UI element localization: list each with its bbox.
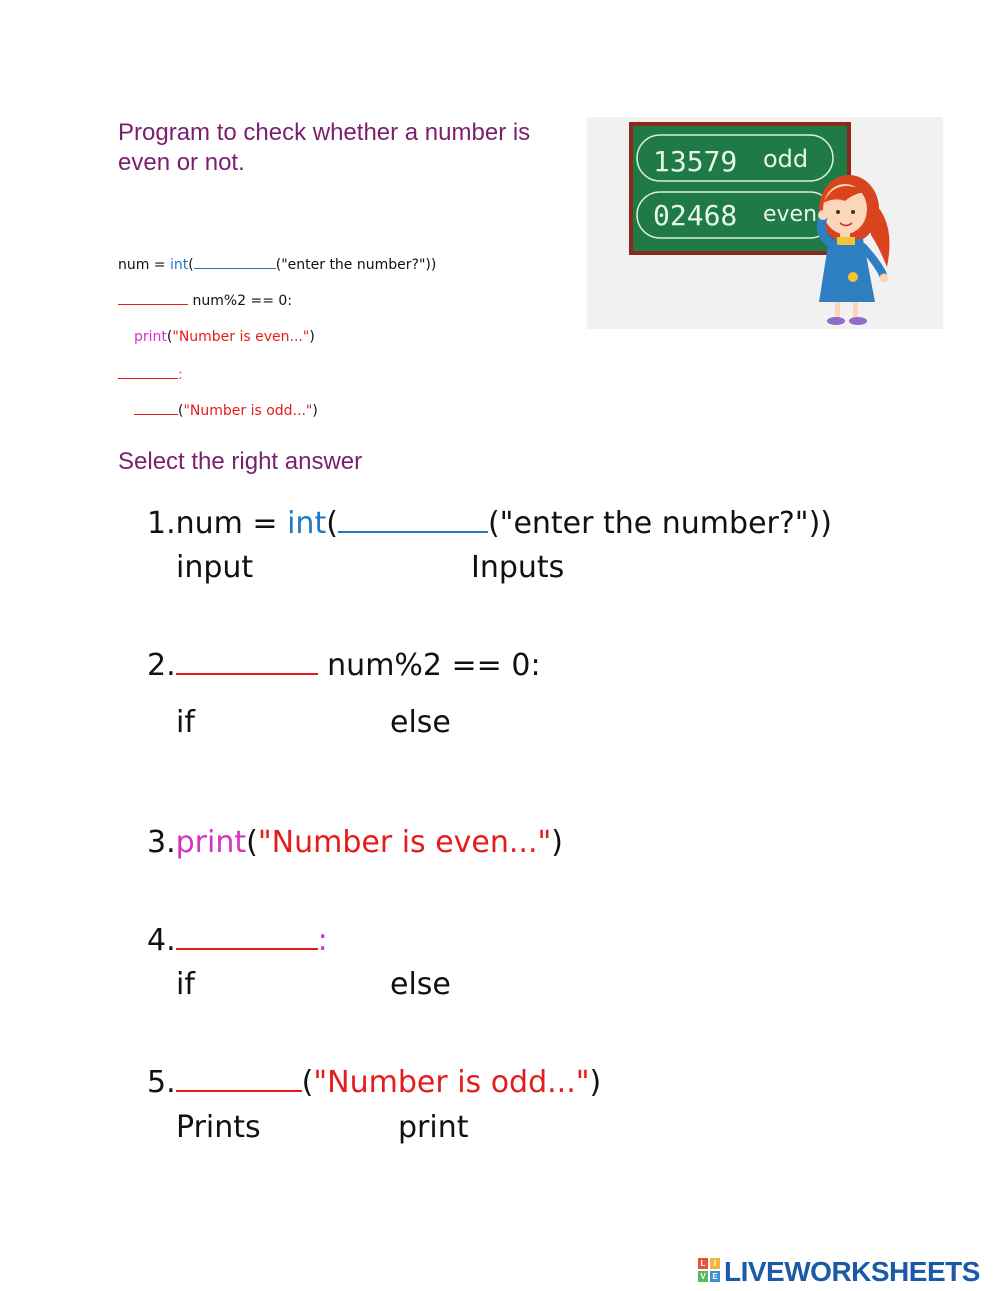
code-text: ( (178, 403, 184, 419)
code-text: ) (589, 1065, 602, 1100)
code-blank (118, 366, 178, 379)
question-number: 3. (147, 825, 176, 860)
code-blank (194, 256, 276, 269)
logo-letter-e: E (710, 1271, 720, 1282)
code-keyword: int (170, 257, 189, 273)
q2-option-if[interactable]: if (176, 705, 195, 740)
logo-mark-icon (698, 1258, 720, 1282)
q1-option-input[interactable]: input (176, 550, 254, 585)
code-text: num%2 == 0: (317, 648, 541, 683)
code-blank (118, 292, 188, 305)
code-string: "Number is even..." (172, 329, 310, 345)
q5-option-print[interactable]: print (398, 1110, 469, 1145)
answer-blank[interactable] (176, 645, 318, 675)
code-text: ) (551, 825, 563, 860)
board-row1-word: odd (763, 145, 809, 173)
answer-blank[interactable] (176, 1062, 302, 1092)
code-text: : (317, 923, 328, 958)
logo-letter-i: I (710, 1258, 720, 1269)
code-line-3 (134, 329, 315, 345)
code-line-1 (118, 256, 436, 273)
board-row2-digits: 02468 (653, 199, 738, 232)
code-line-2 (118, 292, 292, 309)
q1-option-inputs[interactable]: Inputs (471, 550, 565, 585)
code-text: : (178, 367, 183, 383)
code-keyword: print (134, 329, 167, 345)
girl-figure (818, 175, 890, 325)
code-string: "Number is odd..." (183, 403, 313, 419)
code-line-5 (134, 402, 318, 419)
code-keyword: print (175, 825, 247, 860)
code-text: num%2 == 0: (188, 293, 293, 309)
question-number: 5. (147, 1065, 176, 1100)
code-text: ( (326, 506, 338, 541)
q4-option-else[interactable]: else (390, 967, 451, 1002)
board-row1-digits: 13579 (653, 145, 738, 178)
question-number: 1. (147, 506, 176, 541)
code-text: ) (309, 329, 315, 345)
code-text: ( (166, 329, 173, 345)
code-string: "Number is odd..." (313, 1065, 590, 1100)
instruction-text: Select the right answer (118, 448, 363, 475)
answer-blank[interactable] (338, 503, 488, 533)
page-title: Program to check whether a number is even or not. (118, 119, 531, 176)
board-row2-word: even (763, 202, 818, 227)
question-1 (147, 503, 832, 541)
code-text: ( (246, 825, 258, 860)
code-text: ("enter the number?")) (487, 506, 832, 541)
code-blank (134, 402, 178, 415)
code-string: "Number is even..." (257, 825, 552, 860)
q5-option-prints[interactable]: Prints (176, 1110, 261, 1145)
code-line-4 (118, 366, 183, 383)
question-5 (147, 1062, 601, 1100)
question-number: 4. (147, 923, 176, 958)
question-2 (147, 645, 541, 683)
code-text: ( (301, 1065, 314, 1100)
logo-text: LIVEWORKSHEETS (724, 1256, 980, 1287)
question-number: 2. (147, 648, 176, 683)
code-text: num = (175, 506, 288, 541)
code-text: ("enter the number?")) (275, 257, 437, 273)
q4-option-if[interactable]: if (176, 967, 195, 1002)
chalkboard-girl-illustration (587, 117, 943, 329)
code-keyword: int (287, 506, 327, 541)
answer-blank[interactable] (176, 920, 318, 950)
logo-letter-l: L (698, 1258, 708, 1269)
code-text: ) (312, 403, 318, 419)
q2-option-else[interactable]: else (390, 705, 451, 740)
logo-letter-v: V (698, 1271, 708, 1282)
code-text: ( (188, 257, 194, 273)
question-4 (147, 920, 328, 958)
code-text: num = (118, 257, 171, 273)
illustration (587, 117, 943, 329)
question-3 (147, 825, 563, 860)
